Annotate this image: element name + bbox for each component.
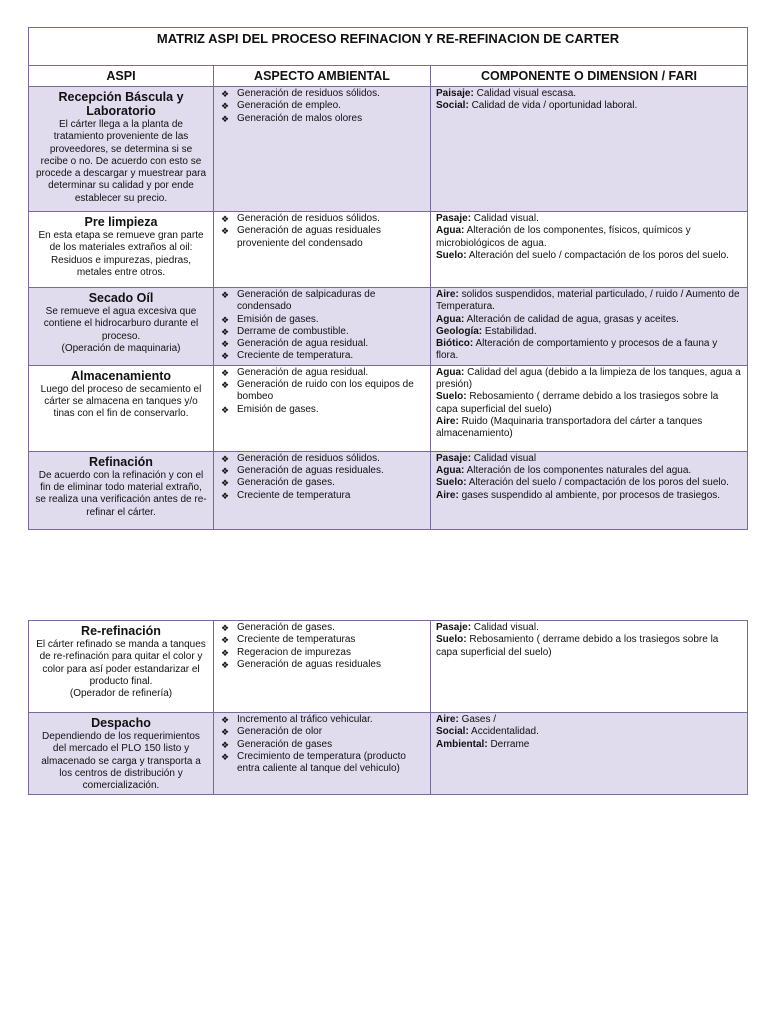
diamond-bullet-icon: ❖ bbox=[221, 101, 230, 112]
componente-cell bbox=[431, 87, 748, 212]
aspect-item bbox=[220, 453, 426, 465]
diamond-bullet-icon: ❖ bbox=[221, 739, 230, 750]
aspect-text: Generación de residuos sólidos. bbox=[237, 452, 380, 464]
aspect-item bbox=[220, 314, 426, 326]
diamond-bullet-icon: ❖ bbox=[221, 478, 230, 489]
aspect-text: Generación de residuos sólidos. bbox=[237, 88, 380, 99]
diamond-bullet-icon: ❖ bbox=[221, 751, 230, 762]
diamond-bullet-icon: ❖ bbox=[221, 113, 230, 124]
aspect-text: Generación de salpicaduras de condensado bbox=[237, 289, 376, 313]
matrix-row bbox=[29, 451, 748, 529]
component-label: Agua: bbox=[436, 225, 465, 237]
component-entry bbox=[436, 490, 742, 502]
aspect-item bbox=[220, 477, 426, 489]
component-text: Ruido (Maquinaria transportadora del cárter a tanques almacenamiento) bbox=[436, 415, 703, 440]
aspect-text: Incremento al tráfico vehicular. bbox=[237, 714, 373, 725]
aspecto-cell bbox=[214, 87, 431, 212]
aspect-item bbox=[220, 113, 426, 125]
component-label: Pasaje: bbox=[436, 452, 472, 464]
componente-cell bbox=[431, 288, 748, 366]
component-label: Ambiental: bbox=[436, 738, 488, 750]
aspect-item bbox=[220, 100, 426, 112]
component-label: Agua: bbox=[436, 313, 465, 325]
diamond-bullet-icon: ❖ bbox=[221, 404, 230, 415]
aspect-text: Generación de aguas residuales proveniente del condensado bbox=[237, 225, 381, 249]
component-text: Calidad del agua (debido a la limpieza de los tanques, agua a presión) bbox=[436, 366, 741, 391]
component-label: Agua: bbox=[436, 366, 465, 378]
component-label: Biótico: bbox=[436, 338, 474, 350]
header-componente: COMPONENTE O DIMENSION / FARI bbox=[431, 66, 748, 87]
component-entry bbox=[436, 739, 742, 751]
aspi-cell bbox=[29, 288, 214, 366]
step-title: Pre limpieza bbox=[84, 215, 158, 229]
step-description: De acuerdo con la refinación y con el fin de eliminar todo material extraño, se realiza una verificación antes de re-refinar el cárter. bbox=[35, 469, 207, 518]
component-label: Suelo: bbox=[436, 249, 467, 261]
component-text: Alteración de calidad de agua, grasas y aceites. bbox=[464, 313, 679, 325]
matrix-row bbox=[29, 87, 748, 212]
header-aspecto-ambiental: ASPECTO AMBIENTAL bbox=[214, 66, 431, 87]
aspect-item bbox=[220, 739, 426, 751]
component-text: Calidad visual. bbox=[471, 213, 539, 224]
step-description: El cárter refinado se manda a tanques de re-refinación para quitar el color y color para así poder estandarizar el producto final. (Operador de refinería) bbox=[36, 639, 206, 700]
diamond-bullet-icon: ❖ bbox=[221, 647, 230, 658]
component-entry bbox=[436, 391, 742, 416]
matrix-row bbox=[29, 621, 748, 713]
component-text: Alteración del suelo / compactación de los poros del suelo. bbox=[466, 249, 729, 261]
aspect-item bbox=[220, 647, 426, 659]
componente-cell bbox=[431, 621, 748, 713]
component-text: Estabilidad. bbox=[482, 325, 537, 337]
step-title: Almacenamiento bbox=[70, 368, 172, 383]
diamond-bullet-icon: ❖ bbox=[221, 367, 230, 378]
component-entry bbox=[436, 416, 742, 441]
diamond-bullet-icon: ❖ bbox=[221, 490, 230, 501]
aspect-item bbox=[220, 225, 426, 250]
component-entry bbox=[436, 100, 742, 112]
diamond-bullet-icon: ❖ bbox=[221, 715, 230, 725]
component-label: Aire: bbox=[436, 289, 459, 300]
step-title: Re-refinación bbox=[81, 624, 161, 638]
aspect-text: Derrame de combustible. bbox=[237, 325, 349, 337]
diamond-bullet-icon: ❖ bbox=[221, 623, 230, 633]
diamond-bullet-icon: ❖ bbox=[221, 635, 230, 646]
componente-cell bbox=[431, 365, 748, 451]
component-entry bbox=[436, 477, 742, 489]
diamond-bullet-icon: ❖ bbox=[221, 351, 230, 362]
aspect-item bbox=[220, 289, 426, 314]
component-label: Aire: bbox=[436, 489, 459, 501]
component-entry bbox=[436, 213, 742, 225]
component-entry bbox=[436, 326, 742, 338]
diamond-bullet-icon: ❖ bbox=[221, 290, 230, 300]
component-text: Rebosamiento ( derrame debido a los trasiegos sobre la capa superficial del suelo) bbox=[436, 391, 719, 415]
component-label: Paisaje: bbox=[436, 88, 474, 99]
component-label: Geología: bbox=[436, 325, 483, 337]
aspect-text: Generación de malos olores bbox=[237, 112, 363, 124]
header-aspi: ASPI bbox=[29, 66, 214, 87]
component-text: Rebosamiento ( derrame debido a los trasiegos sobre la capa superficial del suelo) bbox=[436, 634, 719, 658]
aspect-item bbox=[220, 326, 426, 338]
aspect-item bbox=[220, 634, 426, 646]
component-text: Calidad visual bbox=[471, 452, 537, 464]
aspi-matrix-table-continued bbox=[28, 620, 748, 795]
aspecto-cell bbox=[214, 621, 431, 713]
component-label: Suelo: bbox=[436, 634, 467, 646]
component-label: Aire: bbox=[436, 714, 459, 725]
aspi-cell bbox=[29, 87, 214, 212]
aspect-text: Crecimiento de temperatura (producto entra caliente al tanque del vehiculo) bbox=[237, 750, 406, 775]
component-label: Pasaje: bbox=[436, 213, 472, 224]
aspect-item bbox=[220, 213, 426, 225]
component-entry bbox=[436, 714, 742, 726]
aspi-cell bbox=[29, 713, 214, 795]
component-text: Calidad visual. bbox=[471, 622, 539, 633]
aspect-text: Generación de aguas residuales. bbox=[237, 465, 384, 477]
aspect-text: Creciente de temperatura bbox=[237, 489, 351, 501]
componente-cell bbox=[431, 212, 748, 288]
component-entry bbox=[436, 634, 742, 659]
step-title: Secado Oíl bbox=[88, 291, 154, 305]
component-entry bbox=[436, 88, 742, 100]
component-entry bbox=[436, 453, 742, 465]
aspi-matrix-table bbox=[28, 27, 748, 530]
aspect-text: Generación de aguas residuales bbox=[237, 658, 381, 670]
step-description: Luego del proceso de secamiento el cárter se almacena en tanques y/o tinas con el fin de conservarlo. bbox=[40, 383, 202, 420]
diamond-bullet-icon: ❖ bbox=[221, 326, 230, 337]
step-description: Se remueve el agua excesiva que contiene el hidrocarburo durante el proceso. (Operación de maquinaria) bbox=[43, 306, 199, 354]
aspect-item bbox=[220, 726, 426, 738]
diamond-bullet-icon: ❖ bbox=[221, 226, 230, 237]
aspi-cell bbox=[29, 451, 214, 529]
componente-cell bbox=[431, 451, 748, 529]
component-entry bbox=[436, 250, 742, 262]
matrix-row bbox=[29, 212, 748, 288]
aspect-text: Generación de gases bbox=[237, 738, 333, 750]
diamond-bullet-icon: ❖ bbox=[221, 314, 230, 325]
component-label: Social: bbox=[436, 100, 469, 112]
aspect-text: Generación de ruido con los equipos de bombeo bbox=[237, 379, 414, 403]
aspecto-cell bbox=[214, 365, 431, 451]
aspect-text: Generación de gases. bbox=[237, 477, 335, 489]
aspect-text: Generación de olor bbox=[237, 726, 323, 738]
componente-cell bbox=[431, 713, 748, 795]
matrix-row bbox=[29, 288, 748, 366]
component-label: Suelo: bbox=[436, 477, 467, 489]
component-text: Alteración de los componentes naturales del agua. bbox=[464, 465, 692, 477]
component-text: Alteración de comportamiento y procesos de a fauna y flora. bbox=[436, 338, 718, 362]
aspect-text: Generación de agua residual. bbox=[237, 338, 369, 350]
diamond-bullet-icon: ❖ bbox=[221, 339, 230, 350]
aspect-text: Generación de agua residual. bbox=[237, 366, 369, 378]
component-entry bbox=[436, 726, 742, 738]
component-text: Calidad de vida / oportunidad laboral. bbox=[468, 100, 638, 112]
step-description: En esta etapa se remueve gran parte de los materiales extraños al oil: Residuos e impurezas, piedras, metales entre otros. bbox=[38, 230, 204, 278]
step-title: Recepción Báscula y Laboratorio bbox=[58, 90, 184, 118]
component-label: Aire: bbox=[436, 415, 459, 427]
component-text: Accidentalidad. bbox=[468, 726, 539, 738]
aspect-item bbox=[220, 404, 426, 416]
aspect-text: Generación de residuos sólidos. bbox=[237, 213, 380, 224]
matrix-row bbox=[29, 713, 748, 795]
component-entry bbox=[436, 465, 742, 477]
aspecto-cell bbox=[214, 212, 431, 288]
aspect-item bbox=[220, 465, 426, 477]
aspect-text: Emisión de gases. bbox=[237, 403, 319, 415]
component-entry bbox=[436, 225, 742, 250]
aspi-cell bbox=[29, 212, 214, 288]
aspect-text: Emisión de gases. bbox=[237, 313, 319, 325]
step-description: Dependiendo de los requerimientos del mercado el PLO 150 listo y almacenado se carga y transporta a los centros de distribución y comercialización. bbox=[41, 731, 201, 792]
aspect-text: Regeracion de impurezas bbox=[237, 646, 351, 658]
aspect-item bbox=[220, 622, 426, 634]
component-entry bbox=[436, 338, 742, 363]
component-text: Calidad visual escasa. bbox=[473, 88, 577, 99]
aspect-item bbox=[220, 751, 426, 776]
component-label: Suelo: bbox=[436, 391, 467, 403]
diamond-bullet-icon: ❖ bbox=[221, 89, 230, 99]
step-title: Despacho bbox=[91, 716, 151, 730]
aspect-text: Creciente de temperatura. bbox=[237, 350, 354, 362]
diamond-bullet-icon: ❖ bbox=[221, 214, 230, 224]
step-description: El cárter llega a la planta de tratamiento proveniente de las proveedores, se determina si se recibe o no. De acuerdo con esto se procede a descargar y muestrear para determinar su calidad y por ende establecer su precio. bbox=[35, 119, 207, 204]
aspect-text: Generación de gases. bbox=[237, 622, 335, 633]
component-text: solidos suspendidos, material particulado, / ruido / Aumento de Temperatura. bbox=[436, 289, 740, 313]
component-label: Social: bbox=[436, 726, 469, 738]
aspect-item bbox=[220, 379, 426, 404]
component-entry bbox=[436, 289, 742, 314]
component-entry bbox=[436, 622, 742, 634]
component-text: gases suspendido al ambiente, por procesos de trasiegos. bbox=[458, 489, 721, 501]
component-label: Agua: bbox=[436, 465, 465, 477]
matrix-row bbox=[29, 365, 748, 451]
aspect-item bbox=[220, 490, 426, 502]
aspecto-cell bbox=[214, 713, 431, 795]
aspect-item bbox=[220, 659, 426, 671]
aspi-cell bbox=[29, 365, 214, 451]
diamond-bullet-icon: ❖ bbox=[221, 453, 230, 464]
component-entry bbox=[436, 367, 742, 392]
aspi-cell bbox=[29, 621, 214, 713]
component-text: Alteración de los componentes, físicos, químicos y microbiológicos de agua. bbox=[436, 225, 691, 249]
aspect-item bbox=[220, 367, 426, 379]
component-text: Alteración del suelo / compactación de los poros del suelo. bbox=[466, 477, 729, 489]
diamond-bullet-icon: ❖ bbox=[221, 466, 230, 477]
diamond-bullet-icon: ❖ bbox=[221, 659, 230, 670]
matrix-title: MATRIZ ASPI DEL PROCESO REFINACION Y RE-REFINACION DE CARTER bbox=[29, 28, 748, 66]
aspect-item bbox=[220, 714, 426, 726]
aspecto-cell bbox=[214, 451, 431, 529]
component-entry bbox=[436, 314, 742, 326]
aspect-item bbox=[220, 350, 426, 362]
component-text: Gases / bbox=[458, 714, 497, 725]
diamond-bullet-icon: ❖ bbox=[221, 380, 230, 391]
component-label: Pasaje: bbox=[436, 622, 472, 633]
diamond-bullet-icon: ❖ bbox=[221, 727, 230, 738]
aspecto-cell bbox=[214, 288, 431, 366]
aspect-item bbox=[220, 88, 426, 100]
aspect-text: Creciente de temperaturas bbox=[237, 634, 356, 646]
component-text: Derrame bbox=[487, 738, 530, 750]
aspect-item bbox=[220, 338, 426, 350]
aspect-text: Generación de empleo. bbox=[237, 100, 341, 112]
step-title: Refinación bbox=[89, 454, 153, 469]
